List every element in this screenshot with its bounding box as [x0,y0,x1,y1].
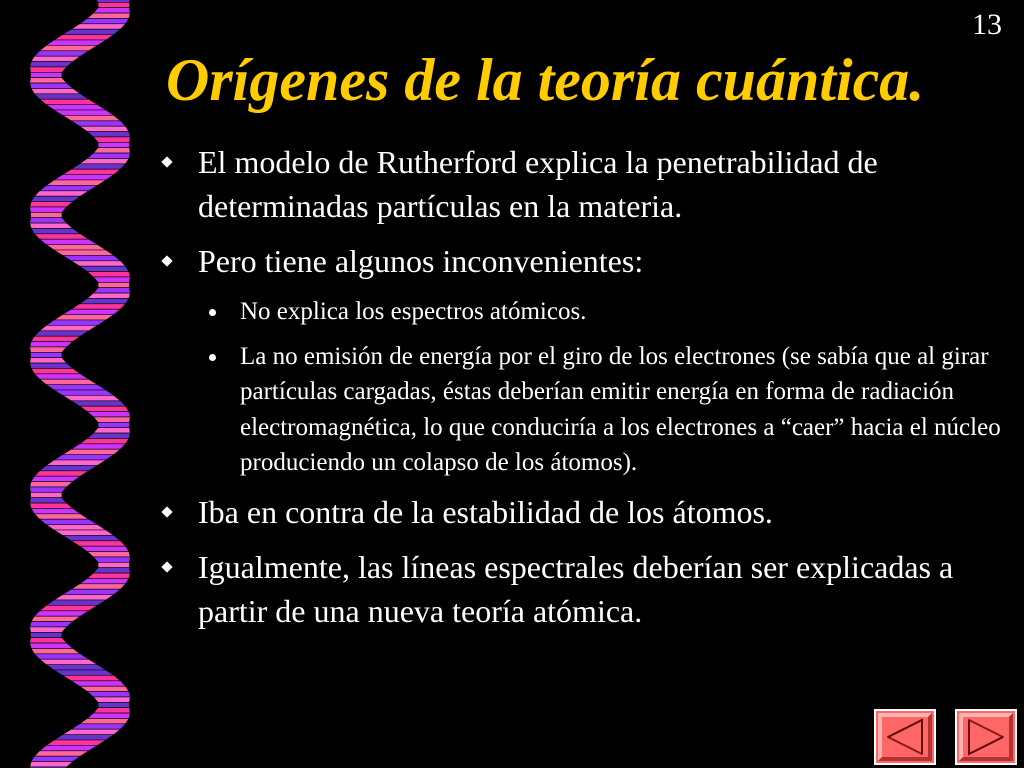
swirl-stripe [71,401,125,406]
swirl-stripe [98,142,129,147]
swirl-stripe [40,379,98,384]
swirl-stripe [98,562,129,567]
swirl-stripe [79,578,128,583]
bullet-item [160,239,1010,283]
dot-bullet-icon [209,309,216,316]
swirl-stripe [62,535,120,540]
slide-title: Orígenes de la teoría cuántica. [166,47,925,113]
swirl-stripe [54,530,114,535]
swirl-stripe [34,611,88,616]
swirl-stripe [93,288,130,293]
swirl-stripe [54,455,114,460]
swirl-stripe [87,272,130,277]
swirl-stripe [54,735,114,740]
swirl-stripe [62,729,120,734]
swirl-stripe [93,428,130,433]
swirl-stripe [79,18,128,23]
swirl-stripe [79,126,128,131]
swirl-stripe [46,385,106,390]
swirl-stripe [93,697,130,702]
swirl-stripe [46,40,106,45]
swirl-stripe [31,476,80,481]
swirl-stripe [87,573,130,578]
dot-bullet-icon [209,354,216,361]
swirl-stripe [31,756,80,761]
swirl-stripe [93,277,130,282]
swirl-stripe [31,72,62,77]
swirl-stripe [87,433,130,438]
page-number: 13 [972,8,1002,41]
swirl-stripe [54,35,114,40]
diamond-bullet-icon [161,156,172,167]
swirl-stripe [34,751,88,756]
slide-content [160,140,1010,644]
swirl-stripe [34,331,88,336]
swirl-stripe [79,298,128,303]
swirl-stripe [93,417,130,422]
swirl-stripe [30,762,73,767]
swirl-stripe [46,245,106,250]
diamond-bullet-icon [161,561,172,572]
swirl-stripe [71,164,125,169]
swirl-stripe [30,202,73,207]
swirl-stripe [30,627,67,632]
swirl-stripe [79,686,128,691]
swirl-stripe [46,740,106,745]
swirl-stripe [98,282,129,287]
swirl-stripe [46,525,106,530]
swirl-stripe [54,390,114,395]
swirl-stripe [40,45,98,50]
swirl-stripe [40,745,98,750]
swirl-stripe [30,482,73,487]
swirl-stripe [93,708,130,713]
swirl-stripe [34,654,88,659]
swirl-stripe [34,234,88,239]
swirl-stripe [40,465,98,470]
swirl-stripe [40,185,98,190]
swirl-stripe [40,519,98,524]
swirl-stripe [62,449,120,454]
swirl-stripe [31,228,80,233]
swirl-stripe [40,325,98,330]
swirl-stripe [30,67,67,72]
sub-bullet-text: La no emisión de energía por el giro de los electrones (se sabía que al girar partículas cargadas, éstas deberían emitir energía en forma de radiación electromagnética, lo que conduciría a los electrones a “caer” hacia el núcleo produciendo un colapso de los átomos). [240,342,1001,476]
swirl-stripe [98,422,129,427]
swirl-stripe [31,88,80,93]
swirl-stripe [40,659,98,664]
swirl-stripe [31,648,80,653]
swirl-stripe [62,395,120,400]
swirl-stripe [93,137,130,142]
swirl-stripe [30,62,73,67]
swirl-stripe [62,309,120,314]
swirl-stripe [31,196,80,201]
swirl-stripe [30,503,73,508]
swirl-stripe [93,148,130,153]
swirl-stripe [54,670,114,675]
swirl-stripe [30,487,67,492]
bullet-text: Igualmente, las líneas espectrales deberían ser explicadas a partir de una nueva teoría atómica. [198,548,954,629]
swirl-stripe [79,546,128,551]
sub-bullet-text: No explica los espectros atómicos. [240,298,587,325]
swirl-stripe [87,293,130,298]
swirl-stripe [34,514,88,519]
swirl-stripe [87,132,130,137]
swirl-stripe [30,622,73,627]
swirl-stripe [93,557,130,562]
swirl-stripe [62,169,120,174]
swirl-stripe [54,250,114,255]
bullet-text: Pero tiene algunos inconvenientes: [198,243,644,279]
sub-bullet-item [160,294,1010,330]
swirl-stripe [34,374,88,379]
bullet-text: Iba en contra de la estabilidad de los átomos. [198,493,773,530]
diamond-bullet-icon [161,506,172,517]
swirl-stripe [40,99,98,104]
swirl-stripe [31,632,62,637]
swirl-stripe [87,692,130,697]
swirl-stripe [54,110,114,115]
swirl-stripe [31,616,80,621]
swirl-stripe [40,605,98,610]
swirl-stripe [54,595,114,600]
swirl-stripe [31,212,62,217]
swirl-stripe [34,51,88,56]
swirl-stripe [34,94,88,99]
swirl-stripe [62,255,120,260]
bullet-text: El modelo de Rutherford explica la penetrabilidad de determinadas partículas en la materia. [198,144,878,224]
swirl-stripe [93,568,130,573]
swirl-stripe [31,368,80,373]
swirl-stripe [87,153,130,158]
swirl-stripe [71,121,125,126]
swirl-stripe [34,191,88,196]
swirl-stripe [30,83,73,88]
swirl-stripe [31,336,80,341]
swirl-stripe [79,438,128,443]
swirl-stripe [30,347,67,352]
diamond-bullet-icon [161,255,172,266]
swirl-stripe [30,358,67,363]
previous-slide-button[interactable] [874,709,936,765]
swirl-stripe [79,718,128,723]
swirl-stripe [46,180,106,185]
swirl-stripe [30,223,73,228]
bullet-item [160,140,1010,228]
swirl-stripe [31,56,80,61]
swirl-stripe [71,261,125,266]
decorative-swirl-border [22,0,142,768]
swirl-stripe [46,105,106,110]
swirl-stripe [30,498,67,503]
swirl-stripe [54,315,114,320]
swirl-stripe [40,239,98,244]
swirl-stripe [62,115,120,120]
swirl-stripe [71,24,125,29]
next-slide-button[interactable] [955,709,1017,765]
swirl-stripe [30,218,67,223]
swirl-stripe [79,406,128,411]
swirl-stripe [71,541,125,546]
swirl-stripe [30,342,73,347]
swirl-stripe [62,675,120,680]
swirl-stripe [62,589,120,594]
swirl-stripe [31,492,62,497]
swirl-stripe [87,713,130,718]
swirl-stripe [34,471,88,476]
swirl-stripe [98,702,129,707]
swirl-stripe [87,552,130,557]
swirl-stripe [71,681,125,686]
swirl-stripe [79,158,128,163]
swirl-stripe [87,13,130,18]
swirl-stripe [30,363,73,368]
swirl-stripe [98,2,129,7]
swirl-stripe [46,600,106,605]
swirl-stripe [62,29,120,34]
swirl-stripe [71,724,125,729]
swirl-stripe [30,78,67,83]
swirl-stripe [46,665,106,670]
swirl-stripe [30,638,67,643]
swirl-stripe [46,460,106,465]
swirl-stripe [79,266,128,271]
swirl-stripe [71,584,125,589]
swirl-stripe [31,508,80,513]
bullet-item [160,545,1010,633]
swirl-stripe [71,444,125,449]
swirl-stripe [87,412,130,417]
swirl-stripe [46,320,106,325]
swirl-stripe [71,304,125,309]
swirl-stripe [54,175,114,180]
swirl-stripe [31,352,62,357]
swirl-stripe [30,643,73,648]
swirl-stripe [93,8,130,13]
swirl-stripe [93,0,130,2]
bullet-item [160,490,1010,534]
swirl-stripe [30,207,67,212]
sub-bullet-item [160,339,1010,481]
